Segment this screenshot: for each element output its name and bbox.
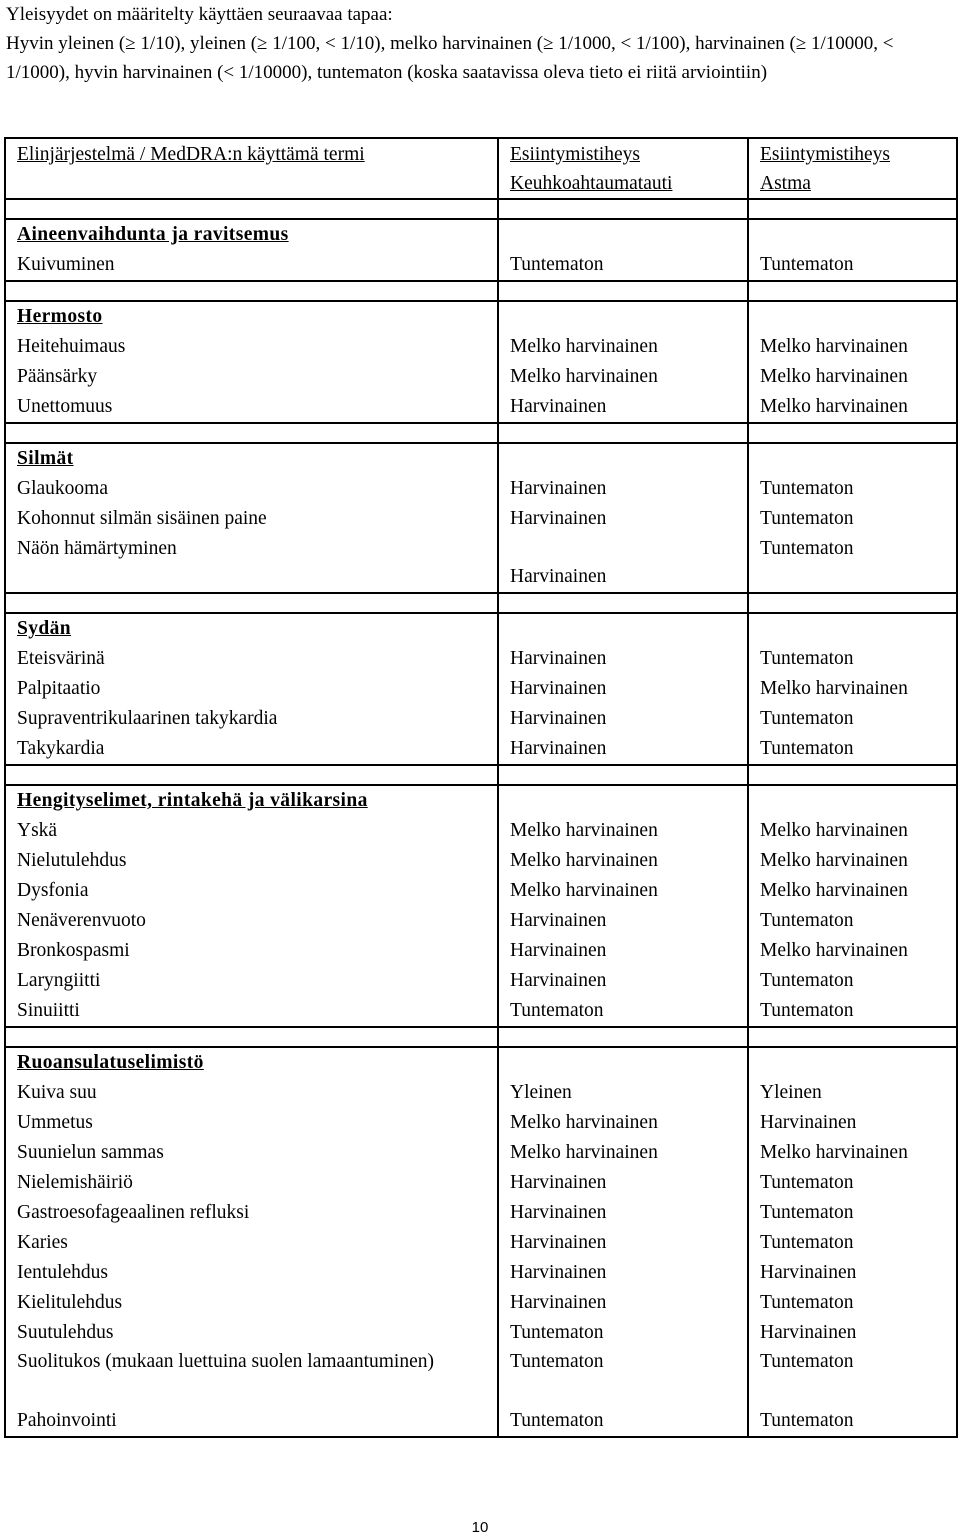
copd-frequency-cell: Harvinainen xyxy=(498,474,748,504)
term-cell: Ientulehdus xyxy=(5,1258,498,1288)
section-title: Sydän xyxy=(17,618,72,639)
copd-frequency-cell: Tuntematon xyxy=(498,996,748,1027)
section-spacer-row xyxy=(5,593,957,613)
intro-line-1: Yleisyydet on määritelty käyttäen seuraavaa tapaa: xyxy=(6,4,393,25)
copd-frequency-cell: Melko harvinainen xyxy=(498,362,748,392)
copd-frequency-cell: Tuntematon xyxy=(498,1406,748,1437)
copd-frequency-cell: Harvinainen xyxy=(498,1288,748,1318)
asthma-frequency-cell: Tuntematon xyxy=(748,996,957,1027)
frequency-table-body xyxy=(5,138,957,1437)
term-cell: Yskä xyxy=(5,816,498,846)
asthma-frequency-cell: Tuntematon xyxy=(748,474,957,504)
asthma-frequency-cell: Tuntematon xyxy=(748,734,957,765)
term-cell: Kuiva suu xyxy=(5,1078,498,1108)
section-spacer-row xyxy=(5,1027,957,1047)
table-row xyxy=(5,876,957,906)
asthma-frequency-cell: Melko harvinainen xyxy=(748,816,957,846)
table-row xyxy=(5,906,957,936)
table-row xyxy=(5,1108,957,1138)
table-row xyxy=(5,1318,957,1348)
term-cell: Palpitaatio xyxy=(5,674,498,704)
asthma-frequency-cell: Harvinainen xyxy=(748,1318,957,1348)
section-title-row xyxy=(5,301,957,332)
section-title: Silmät xyxy=(17,448,74,469)
term-cell: Näön hämärtyminen xyxy=(5,534,498,593)
copd-frequency-cell: Tuntematon xyxy=(498,1318,748,1348)
table-row xyxy=(5,504,957,534)
copd-frequency-cell: Melko harvinainen xyxy=(498,846,748,876)
term-cell: Ummetus xyxy=(5,1108,498,1138)
section-title: Hengityselimet, rintakehä ja välikarsina xyxy=(17,790,368,811)
copd-frequency-cell: Harvinainen xyxy=(498,704,748,734)
header-col-asthma: Esiintymistiheys Astma xyxy=(748,138,957,199)
copd-frequency-cell: Harvinainen xyxy=(498,936,748,966)
asthma-frequency-cell: Harvinainen xyxy=(748,1258,957,1288)
header-col-system: Elinjärjestelmä / MedDRA:n käyttämä termi xyxy=(5,138,498,199)
table-row xyxy=(5,392,957,423)
copd-frequency-cell: Harvinainen xyxy=(498,534,748,593)
asthma-frequency-cell: Tuntematon xyxy=(748,906,957,936)
section-spacer-row xyxy=(5,765,957,785)
copd-frequency-cell: Melko harvinainen xyxy=(498,816,748,846)
asthma-frequency-cell: Melko harvinainen xyxy=(748,876,957,906)
copd-frequency-cell: Melko harvinainen xyxy=(498,1138,748,1168)
term-cell: Takykardia xyxy=(5,734,498,765)
copd-frequency-cell: Harvinainen xyxy=(498,966,748,996)
table-row xyxy=(5,1228,957,1258)
section-title-row xyxy=(5,613,957,644)
term-cell: Päänsärky xyxy=(5,362,498,392)
term-cell: Kohonnut silmän sisäinen paine xyxy=(5,504,498,534)
table-row xyxy=(5,1288,957,1318)
section-spacer-row xyxy=(5,199,957,219)
copd-frequency-cell: Melko harvinainen xyxy=(498,1108,748,1138)
copd-frequency-cell: Harvinainen xyxy=(498,1228,748,1258)
term-cell: Kielitulehdus xyxy=(5,1288,498,1318)
table-row xyxy=(5,674,957,704)
asthma-frequency-cell: Tuntematon xyxy=(748,534,957,593)
term-cell: Kuivuminen xyxy=(5,250,498,281)
table-row xyxy=(5,362,957,392)
copd-frequency-cell: Harvinainen xyxy=(498,734,748,765)
section-spacer-row xyxy=(5,423,957,443)
copd-frequency-cell: Harvinainen xyxy=(498,674,748,704)
term-cell: Suolitukos (mukaan luettuina suolen lamaantuminen) xyxy=(5,1348,498,1406)
table-row xyxy=(5,332,957,362)
asthma-frequency-cell: Melko harvinainen xyxy=(748,674,957,704)
asthma-frequency-cell: Tuntematon xyxy=(748,704,957,734)
asthma-frequency-cell: Yleinen xyxy=(748,1078,957,1108)
term-cell: Karies xyxy=(5,1228,498,1258)
table-row xyxy=(5,1168,957,1198)
asthma-frequency-cell: Tuntematon xyxy=(748,504,957,534)
table-row xyxy=(5,1198,957,1228)
copd-frequency-cell: Yleinen xyxy=(498,1078,748,1108)
asthma-frequency-cell: Melko harvinainen xyxy=(748,1138,957,1168)
table-row xyxy=(5,250,957,281)
page-number: 10 xyxy=(471,1519,489,1536)
asthma-frequency-cell: Tuntematon xyxy=(748,250,957,281)
copd-frequency-cell: Harvinainen xyxy=(498,504,748,534)
term-cell: Eteisvärinä xyxy=(5,644,498,674)
section-title-row xyxy=(5,443,957,474)
asthma-frequency-cell: Tuntematon xyxy=(748,1198,957,1228)
term-cell: Unettomuus xyxy=(5,392,498,423)
table-row xyxy=(5,816,957,846)
copd-frequency-cell: Melko harvinainen xyxy=(498,332,748,362)
copd-frequency-cell: Tuntematon xyxy=(498,1348,748,1406)
term-cell: Nenäverenvuoto xyxy=(5,906,498,936)
frequency-table xyxy=(4,137,958,1438)
table-row xyxy=(5,1406,957,1437)
table-row xyxy=(5,846,957,876)
intro-text xyxy=(6,0,956,87)
table-row xyxy=(5,534,957,593)
table-row xyxy=(5,1078,957,1108)
copd-frequency-cell: Harvinainen xyxy=(498,392,748,423)
section-title: Aineenvaihdunta ja ravitsemus xyxy=(17,224,289,245)
term-cell: Dysfonia xyxy=(5,876,498,906)
copd-frequency-cell: Harvinainen xyxy=(498,644,748,674)
section-title-row xyxy=(5,1047,957,1078)
section-spacer-row xyxy=(5,281,957,301)
table-row xyxy=(5,1138,957,1168)
term-cell: Laryngiitti xyxy=(5,966,498,996)
term-cell: Heitehuimaus xyxy=(5,332,498,362)
copd-frequency-cell: Melko harvinainen xyxy=(498,876,748,906)
asthma-frequency-cell: Tuntematon xyxy=(748,1168,957,1198)
table-row xyxy=(5,644,957,674)
header-col-copd: Esiintymistiheys Keuhkoahtaumatauti xyxy=(498,138,748,199)
section-title: Ruoansulatuselimistö xyxy=(17,1052,204,1073)
table-row xyxy=(5,936,957,966)
term-cell: Bronkospasmi xyxy=(5,936,498,966)
table-row xyxy=(5,474,957,504)
asthma-frequency-cell: Melko harvinainen xyxy=(748,392,957,423)
table-row xyxy=(5,704,957,734)
asthma-frequency-cell: Melko harvinainen xyxy=(748,936,957,966)
term-cell: Sinuiitti xyxy=(5,996,498,1027)
copd-frequency-cell: Tuntematon xyxy=(498,250,748,281)
table-row xyxy=(5,1348,957,1406)
copd-frequency-cell: Harvinainen xyxy=(498,1198,748,1228)
asthma-frequency-cell: Tuntematon xyxy=(748,1288,957,1318)
term-cell: Suunielun sammas xyxy=(5,1138,498,1168)
term-cell: Pahoinvointi xyxy=(5,1406,498,1437)
table-row xyxy=(5,966,957,996)
table-row xyxy=(5,734,957,765)
term-cell: Nielemishäiriö xyxy=(5,1168,498,1198)
asthma-frequency-cell: Tuntematon xyxy=(748,1348,957,1406)
asthma-frequency-cell: Melko harvinainen xyxy=(748,846,957,876)
asthma-frequency-cell: Tuntematon xyxy=(748,1228,957,1258)
asthma-frequency-cell: Tuntematon xyxy=(748,966,957,996)
section-title: Hermosto xyxy=(17,306,103,327)
term-cell: Suutulehdus xyxy=(5,1318,498,1348)
term-cell: Supraventrikulaarinen takykardia xyxy=(5,704,498,734)
copd-frequency-cell: Harvinainen xyxy=(498,1258,748,1288)
asthma-frequency-cell: Melko harvinainen xyxy=(748,362,957,392)
asthma-frequency-cell: Harvinainen xyxy=(748,1108,957,1138)
table-row xyxy=(5,996,957,1027)
copd-frequency-cell: Harvinainen xyxy=(498,906,748,936)
table-header-row xyxy=(5,138,957,199)
term-cell: Nielutulehdus xyxy=(5,846,498,876)
term-cell: Gastroesofageaalinen refluksi xyxy=(5,1198,498,1228)
asthma-frequency-cell: Melko harvinainen xyxy=(748,332,957,362)
intro-line-2: Hyvin yleinen (≥ 1/10), yleinen (≥ 1/100, < 1/10), melko harvinainen (≥ 1/1000, < 1/100), harvinainen (≥ 1/10000, < 1/1000), hyvin harvinainen (< 1/10000), tuntematon (koska saatavissa oleva tieto ei riitä arviointiin) xyxy=(6,33,894,83)
section-title-row xyxy=(5,219,957,250)
asthma-frequency-cell: Tuntematon xyxy=(748,1406,957,1437)
section-title-row xyxy=(5,785,957,816)
table-row xyxy=(5,1258,957,1288)
asthma-frequency-cell: Tuntematon xyxy=(748,644,957,674)
copd-frequency-cell: Harvinainen xyxy=(498,1168,748,1198)
term-cell: Glaukooma xyxy=(5,474,498,504)
